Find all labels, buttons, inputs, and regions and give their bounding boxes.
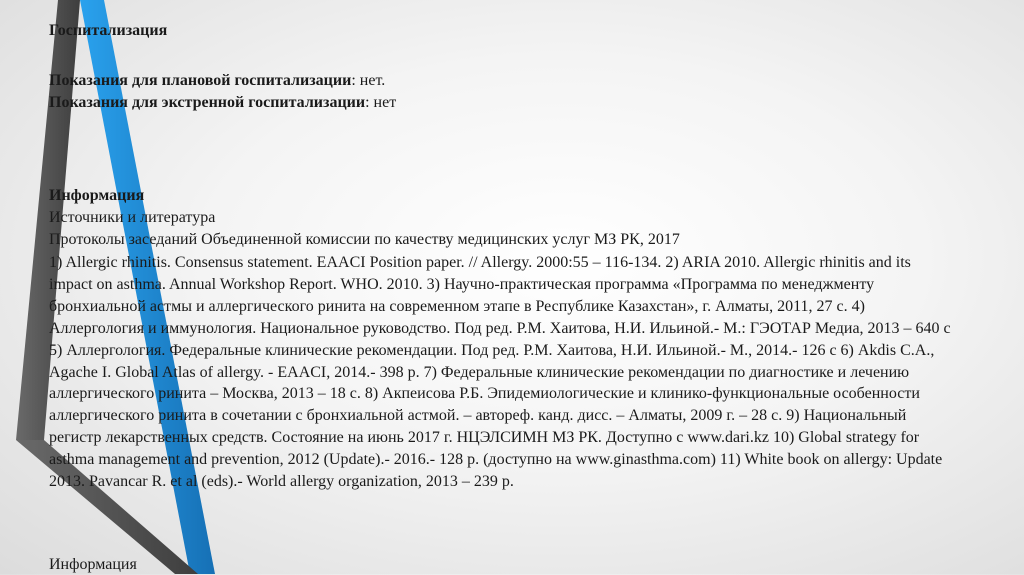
emergency-value: : нет [365, 94, 397, 111]
information-footer-heading: Информация [49, 556, 137, 573]
hospitalization-title: Госпитализация [49, 22, 168, 39]
protocols-line: Протоколы заседаний Объединенной комиссии по качеству медицинских услуг МЗ РК, 2017 [49, 231, 680, 248]
emergency-label: Показания для экстренной госпитализации [49, 94, 366, 111]
planned-indications [49, 71, 385, 91]
planned-value: : нет. [351, 72, 386, 89]
information-title: Информация [49, 187, 145, 204]
planned-label: Показания для плановой госпитализации [49, 72, 352, 89]
references-list: 1) Allergic rhinitis. Consensus statement. EAACI Position paper. // Allergy. 2000:55 – 116-134. 2) ARIA 2010. Allergic rhinitis and its impact on asthma. Annual Workshop Report. WHO. 2010. 3) Научно-практическая программа «Программа по менеджменту бронхиальной астмы и аллергического ринита на современном этапе в Республике Казахстан», г. Алматы, 2011, 27 с. 4) Аллергология и иммунология. Национальное руководство. Под ред. Р.М. Хаитова, Н.И. Ильиной.- М.: ГЭОТАР Медиа, 2013 – 640 с 5) Аллергология. Федеральные клинические рекомендации. Под ред. Р.М. Хаитова, Н.И. Ильиной.- М., 2014.- 126 с 6) Akdis C.A., Agache I. Global Atlas of allergy. - EAACI, 2014.- 398 p. 7) Федеральные клинические рекомендации по диагностике и лечению аллергического ринита – Москва, 2013 – 18 с. 8) Акпеисова Р.Б. Эпидемиологические и клинико-функциональные особенности аллергического ринита в сочетании с бронхиальной астмой. – автореф. канд. дисс. – Алматы, 2009 г. – 28 с. 9) Национальный регистр лекарственных средств. Состояние на июнь 2017 г. НЦЭЛСИМН МЗ РК. Доступно с www.dari.kz 10) Global strategy for asthma management and prevention, 2012 (Update).- 2016.- 128 p. (доступно на www.ginasthma.com) 11) White book on allergy: Update 2013. Pavancar R. et al (eds).- World allergy organization, 2013 – 239 p. [49, 254, 951, 491]
slide-content [49, 0, 979, 574]
sources-title: Источники и литература [49, 209, 216, 226]
emergency-indications [49, 93, 396, 113]
